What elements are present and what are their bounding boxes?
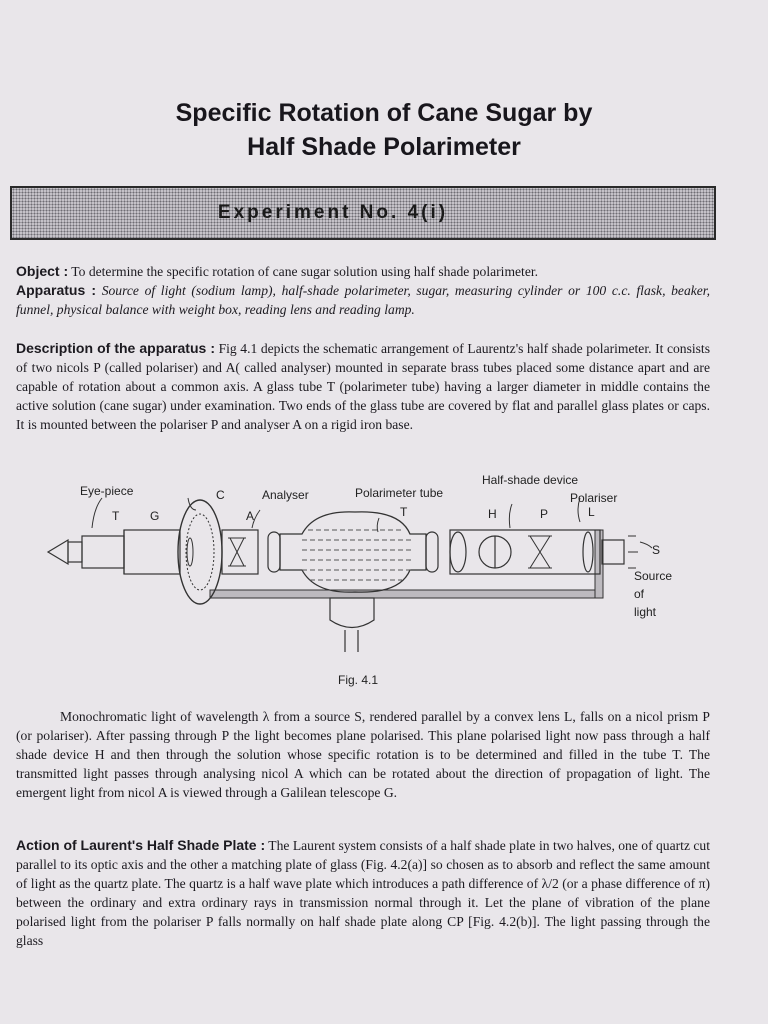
page-title [0,96,768,164]
label-analyser: Analyser [262,488,309,502]
label-c: C [216,488,225,502]
label-t: T [400,505,408,519]
experiment-banner [10,186,716,240]
eyepiece-tube [68,542,82,562]
label-source: Source [634,569,673,583]
polarimeter-diagram [40,470,700,695]
circular-scale [178,500,222,604]
stand-bracket [330,598,374,628]
label-source-light: light [634,605,657,619]
label-h: H [488,507,497,521]
label-source-of: of [634,587,645,601]
title-line-2: Half Shade Polarimeter [247,133,521,161]
experiment-label: Experiment No. 4(i) [217,202,449,223]
apparatus-paragraph [16,281,710,319]
convex-lens [583,532,593,572]
label-l: L [588,505,595,519]
apparatus-text: Source of light (sodium lamp), half-shade polarimeter, sugar, measuring cylinder or 100 c.c. flask, beaker, funnel, physical balance with weight box, reading lens and reading lamp. [16,283,710,317]
description-heading: Description of the apparatus : [16,340,216,356]
label-g: G [150,509,160,523]
label-t-small: T [112,509,120,523]
nicol-prism [528,536,552,568]
label-s: S [652,543,661,557]
laurent-text: The Laurent system consists of a half shade plate in two halves, one of quartz cut parallel to its optic axis and the other a matching plate of glass (Fig. 4.2(a)] so chosen as to absorb and reflect the same amount of light as the quartz plate. The quartz is a half wave plate which introduces a path difference of λ/2 (or a phase difference of π) between the ordinary and extra ordinary rays in transmission normal through it. Let the plane of vibration of the plane polarised light from the polariser P falls normally on half shade plate along CP [Fig. 4.2(b)]. The light passing through the glass [16,838,710,948]
object-heading: Object : [16,263,69,279]
laurent-paragraph [16,836,710,950]
analyser-tube [222,530,258,574]
label-polarimeter-tube: Polarimeter tube [355,486,444,500]
label-polariser: Polariser [570,491,618,505]
polariser-tube [450,530,600,574]
title-line-1: Specific Rotation of Cane Sugar by [175,99,593,127]
object-text: To determine the specific rotation of cane sugar solution using half shade polarimeter. [68,264,539,279]
apparatus-heading: Apparatus : [16,282,97,298]
figure-caption: Fig. 4.1 [338,673,379,687]
label-eyepiece: Eye-piece [80,484,134,498]
polarimeter-figure [40,470,700,695]
telescope-tube [82,536,124,568]
label-p: P [540,507,549,521]
object-apparatus-section [16,262,710,319]
label-a: A [246,509,255,523]
description-paragraph [16,339,710,434]
description-text: Fig 4.1 depicts the schematic arrangement of Laurentz's half shade polarimeter. It consists of two nicols P (called polariser) and A( called analyser) mounted in separate brass tubes placed some distance apart and are capable of rotation about a common axis. A glass tube T (polarimeter tube) having a larger diameter in middle contains the active solution (cane sugar) under examination. Two ends of the glass tube are covered by flat and parallel glass plates or caps. It is mounted between the polariser P and analyser A on a rigid iron base. [16,341,710,432]
laurent-heading: Action of Laurent's Half Shade Plate : [16,837,266,853]
light-source [602,540,624,564]
object-paragraph [16,262,710,281]
iron-base [210,590,600,598]
monochromatic-paragraph: Monochromatic light of wavelength λ from a source S, rendered parallel by a convex lens L, falls on a nicol prism P (or polariser). After passing through P the light becomes plane polarised. This plane polarised light now pass through a half shade device H and then through the solution whose specific rotation is to be determined and filled in the tube T. The transmitted light passes through analysing nicol A which can be rotated about the direction of propagation of light. The emergent light from nicol A is viewed through a Galilean telescope G. [16,709,710,800]
eyepiece-lens-shape [48,540,68,564]
label-half-shade-device: Half-shade device [482,473,579,487]
